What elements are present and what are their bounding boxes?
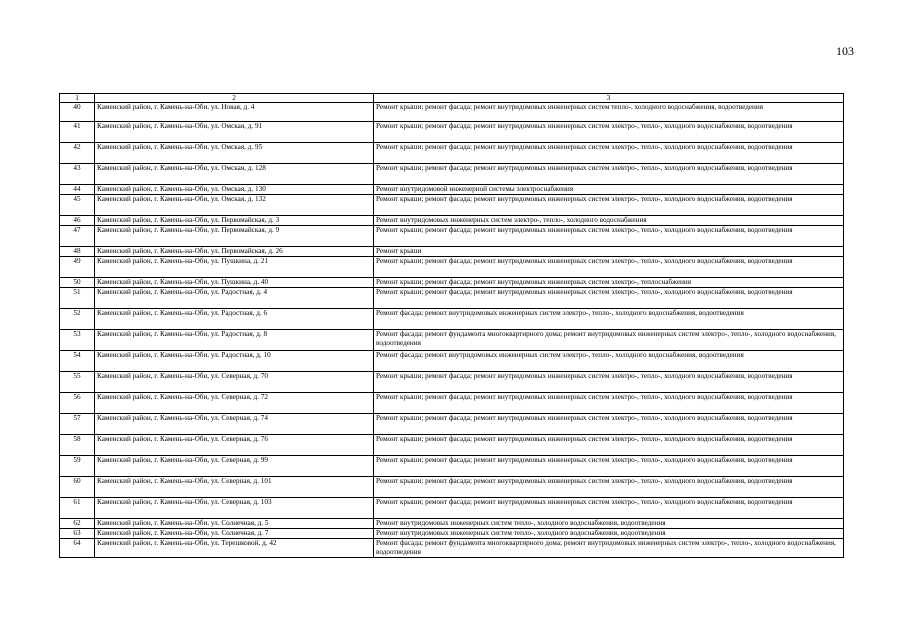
address-cell: Каменский район, г. Камень-на-Оби, ул. Первомайская, д. 9 <box>95 226 374 247</box>
work-type-cell: Ремонт крыши <box>374 247 844 257</box>
table-row <box>60 414 844 435</box>
table-row <box>60 195 844 216</box>
row-number-cell: 61 <box>60 498 95 519</box>
work-type-cell: Ремонт крыши; ремонт фасада; ремонт внутридомовых инженерных систем электро-, тепло-, холодного водоснабжения, водоотведения <box>374 288 844 309</box>
row-number-cell: 51 <box>60 288 95 309</box>
row-number-cell: 44 <box>60 185 95 195</box>
work-type-cell: Ремонт крыши; ремонт фасада; ремонт внутридомовых инженерных систем электро-, тепло-, холодного водоснабжения, водоотведения <box>374 122 844 143</box>
address-cell: Каменский район, г. Камень-на-Оби, ул. Омская, д. 132 <box>95 195 374 216</box>
work-type-cell: Ремонт фасада; ремонт внутридомовых инженерных систем электро-, тепло-, холодного водоснабжения, водоотведения <box>374 351 844 372</box>
row-number-cell: 46 <box>60 216 95 226</box>
table-row <box>60 351 844 372</box>
address-cell: Каменский район, г. Камень-на-Оби, ул. Омская, д. 128 <box>95 164 374 185</box>
table-row <box>60 309 844 330</box>
table-row <box>60 164 844 185</box>
address-cell: Каменский район, г. Камень-на-Оби, ул. Пушкина, д. 40 <box>95 278 374 288</box>
address-cell: Каменский район, г. Камень-на-Оби, ул. Новая, д. 4 <box>95 103 374 122</box>
address-cell: Каменский район, г. Камень-на-Оби, ул. Солнечная, д. 7 <box>95 529 374 539</box>
table-row <box>60 103 844 122</box>
work-type-cell: Ремонт крыши; ремонт фасада; ремонт внутридомовых инженерных систем электро-, тепло-, холодного водоснабжения, водоотведения <box>374 195 844 216</box>
work-type-cell: Ремонт внутридомовых инженерных систем тепло-, холодного водоснабжения, водоотведения <box>374 529 844 539</box>
header-cell-2: 2 <box>95 94 374 103</box>
header-cell-1: 1 <box>60 94 95 103</box>
address-cell: Каменский район, г. Камень-на-Оби, ул. Омская, д. 95 <box>95 143 374 164</box>
row-number-cell: 48 <box>60 247 95 257</box>
table-row <box>60 288 844 309</box>
table-row <box>60 498 844 519</box>
work-type-cell: Ремонт крыши; ремонт фасада; ремонт внутридомовых инженерных систем электро-, тепло-, холодного водоснабжения, водоотведения <box>374 226 844 247</box>
table-row <box>60 216 844 226</box>
row-number-cell: 55 <box>60 372 95 393</box>
table-row <box>60 393 844 414</box>
table-row <box>60 278 844 288</box>
table-row <box>60 247 844 257</box>
address-cell: Каменский район, г. Камень-на-Оби, ул. Терешковой, д. 42 <box>95 539 374 558</box>
work-type-cell: Ремонт крыши; ремонт фасада; ремонт внутридомовых инженерных систем электро-, тепло-, холодного водоснабжения, водоотведения <box>374 456 844 477</box>
address-cell: Каменский район, г. Камень-на-Оби, ул. Северная, д. 70 <box>95 372 374 393</box>
row-number-cell: 43 <box>60 164 95 185</box>
table-row <box>60 185 844 195</box>
row-number-cell: 63 <box>60 529 95 539</box>
row-number-cell: 60 <box>60 477 95 498</box>
address-cell: Каменский район, г. Камень-на-Оби, ул. Радостная, д. 8 <box>95 330 374 351</box>
row-number-cell: 64 <box>60 539 95 558</box>
table-row <box>60 529 844 539</box>
address-cell: Каменский район, г. Камень-на-Оби, ул. Северная, д. 72 <box>95 393 374 414</box>
table-header-row <box>60 94 844 103</box>
work-type-cell: Ремонт крыши; ремонт фасада; ремонт внутридомовых инженерных систем тепло-, холодного водоснабжения, водоотведения <box>374 103 844 122</box>
address-cell: Каменский район, г. Камень-на-Оби, ул. Омская, д. 130 <box>95 185 374 195</box>
work-type-cell: Ремонт крыши; ремонт фасада; ремонт внутридомовых инженерных систем электро-, тепло-, холодного водоснабжения, водоотведения <box>374 435 844 456</box>
work-type-cell: Ремонт внутридомовых инженерных систем электро-, тепло-, холодного водоснабжения <box>374 216 844 226</box>
table-body <box>60 94 844 558</box>
address-cell: Каменский район, г. Камень-на-Оби, ул. Пушкина, д. 21 <box>95 257 374 278</box>
table-row <box>60 435 844 456</box>
address-cell: Каменский район, г. Камень-на-Оби, ул. Первомайская, д. 3 <box>95 216 374 226</box>
row-number-cell: 49 <box>60 257 95 278</box>
work-type-cell: Ремонт фасада; ремонт внутридомовых инженерных систем электро-, тепло-, холодного водоснабжения, водоотведения <box>374 309 844 330</box>
address-cell: Каменский район, г. Камень-на-Оби, ул. Радостная, д. 4 <box>95 288 374 309</box>
work-type-cell: Ремонт внутридомовых инженерных систем тепло-, холодного водоснабжения, водоотведения <box>374 519 844 529</box>
address-cell: Каменский район, г. Камень-на-Оби, ул. Северная, д. 101 <box>95 477 374 498</box>
address-cell: Каменский район, г. Камень-на-Оби, ул. Северная, д. 103 <box>95 498 374 519</box>
address-cell: Каменский район, г. Камень-на-Оби, ул. Радостная, д. 6 <box>95 309 374 330</box>
work-type-cell: Ремонт крыши; ремонт фасада; ремонт внутридомовых инженерных систем электро-, тепло-, холодного водоснабжения, водоотведения <box>374 372 844 393</box>
work-type-cell: Ремонт фасада; ремонт фундамента многоквартирного дома; ремонт внутридомовых инженерных систем электро-, тепло-, холодного водоснабжения, водоотведения <box>374 330 844 351</box>
row-number-cell: 50 <box>60 278 95 288</box>
row-number-cell: 56 <box>60 393 95 414</box>
page-number: 103 <box>836 44 854 58</box>
table-row <box>60 519 844 529</box>
work-type-cell: Ремонт крыши; ремонт фасада; ремонт внутридомовых инженерных систем электро-, теплоснабжения <box>374 278 844 288</box>
work-type-cell: Ремонт крыши; ремонт фасада; ремонт внутридомовых инженерных систем электро-, тепло-, холодного водоснабжения, водоотведения <box>374 143 844 164</box>
address-cell: Каменский район, г. Камень-на-Оби, ул. Солнечная, д. 5 <box>95 519 374 529</box>
work-type-cell: Ремонт крыши; ремонт фасада; ремонт внутридомовых инженерных систем электро-, тепло-, холодного водоснабжения, водоотведения <box>374 393 844 414</box>
work-type-cell: Ремонт крыши; ремонт фасада; ремонт внутридомовых инженерных систем электро-, тепло-, холодного водоснабжения, водоотведения <box>374 164 844 185</box>
table-row <box>60 143 844 164</box>
address-cell: Каменский район, г. Камень-на-Оби, ул. Первомайская, д. 26 <box>95 247 374 257</box>
work-type-cell: Ремонт фасада; ремонт фундамента многоквартирного дома; ремонт внутридомовых инженерных систем электро-, тепло-, холодного водоснабжения, водоотведения <box>374 539 844 558</box>
row-number-cell: 41 <box>60 122 95 143</box>
header-cell-3: 3 <box>374 94 844 103</box>
work-type-cell: Ремонт крыши; ремонт фасада; ремонт внутридомовых инженерных систем электро-, тепло-, холодного водоснабжения, водоотведения <box>374 257 844 278</box>
work-type-cell: Ремонт крыши; ремонт фасада; ремонт внутридомовых инженерных систем электро-, тепло-, холодного водоснабжения, водоотведения <box>374 498 844 519</box>
address-cell: Каменский район, г. Камень-на-Оби, ул. Северная, д. 76 <box>95 435 374 456</box>
table-row <box>60 477 844 498</box>
address-cell: Каменский район, г. Камень-на-Оби, ул. Северная, д. 99 <box>95 456 374 477</box>
address-cell: Каменский район, г. Камень-на-Оби, ул. Северная, д. 74 <box>95 414 374 435</box>
row-number-cell: 47 <box>60 226 95 247</box>
row-number-cell: 62 <box>60 519 95 529</box>
row-number-cell: 53 <box>60 330 95 351</box>
repair-table <box>59 93 844 558</box>
table-row <box>60 122 844 143</box>
table-row <box>60 257 844 278</box>
table-row <box>60 372 844 393</box>
table-row <box>60 226 844 247</box>
row-number-cell: 59 <box>60 456 95 477</box>
row-number-cell: 42 <box>60 143 95 164</box>
address-cell: Каменский район, г. Камень-на-Оби, ул. Радостная, д. 10 <box>95 351 374 372</box>
table-row <box>60 456 844 477</box>
table-row <box>60 539 844 558</box>
table-row <box>60 330 844 351</box>
work-type-cell: Ремонт крыши; ремонт фасада; ремонт внутридомовых инженерных систем электро-, тепло-, холодного водоснабжения, водоотведения <box>374 477 844 498</box>
row-number-cell: 52 <box>60 309 95 330</box>
row-number-cell: 57 <box>60 414 95 435</box>
row-number-cell: 40 <box>60 103 95 122</box>
work-type-cell: Ремонт крыши; ремонт фасада; ремонт внутридомовых инженерных систем электро-, тепло-, холодного водоснабжения, водоотведения <box>374 414 844 435</box>
row-number-cell: 54 <box>60 351 95 372</box>
row-number-cell: 45 <box>60 195 95 216</box>
work-type-cell: Ремонт внутридомовой инженерной системы электроснабжения <box>374 185 844 195</box>
address-cell: Каменский район, г. Камень-на-Оби, ул. Омская, д. 91 <box>95 122 374 143</box>
row-number-cell: 58 <box>60 435 95 456</box>
